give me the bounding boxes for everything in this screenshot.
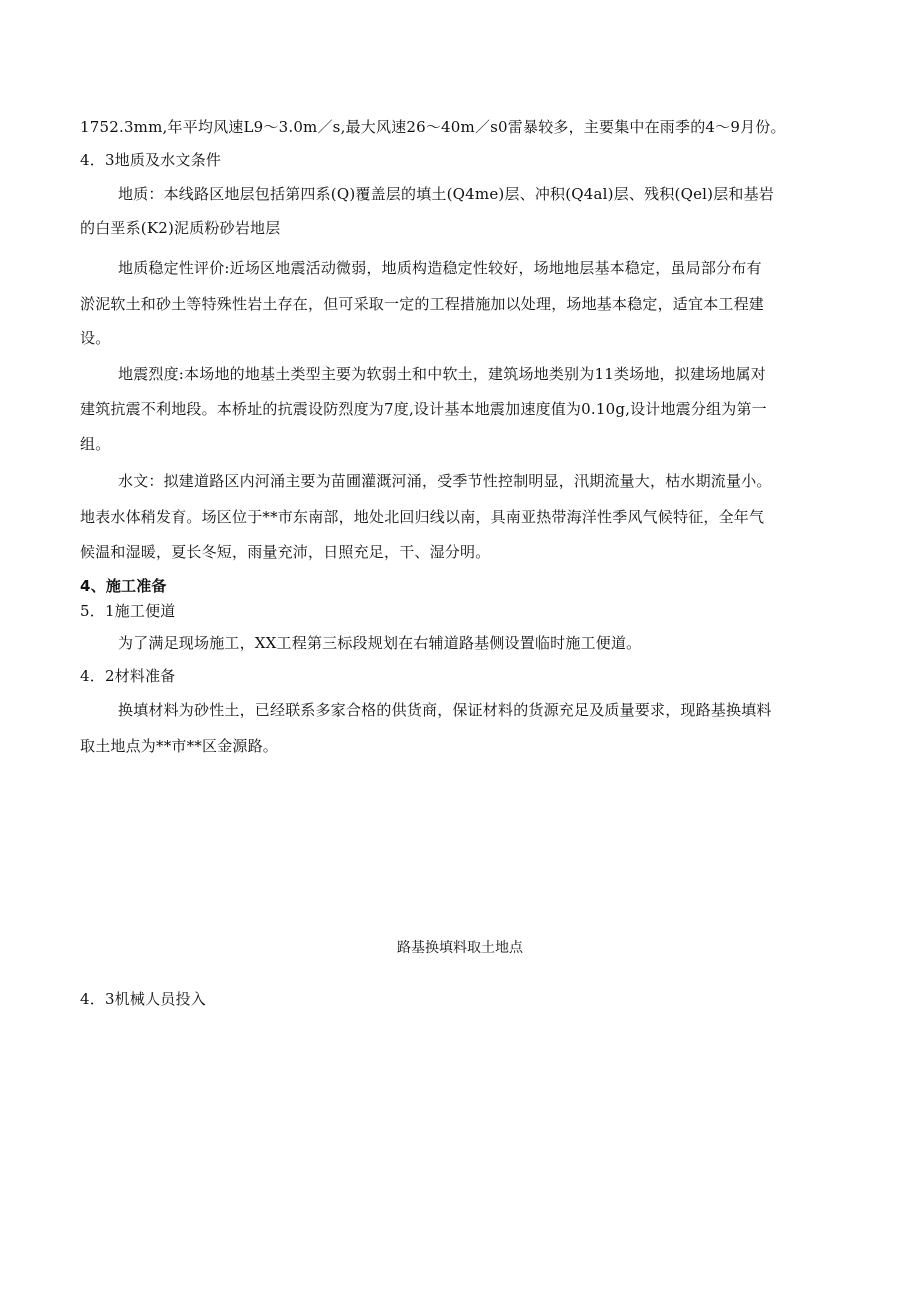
paragraph-stability-line-1: 地质稳定性评价:近场区地震活动微弱，地质构造稳定性较好，场地地层基本稳定，虽局部分布有 xyxy=(118,259,762,277)
paragraph-hydrology-line-3: 候温和湿暖，夏长冬短，雨量充沛，日照充足，干、湿分明。 xyxy=(80,543,491,561)
paragraph-hydrology-line-2: 地表水体稍发育。场区位于**市东南部，地处北回归线以南，具南亚热带海洋性季风气候特征，全年气 xyxy=(80,508,765,526)
paragraph-stability-line-2: 淤泥软土和砂土等特殊性岩土存在，但可采取一定的工程措施加以处理，场地基本稳定，适宜本工程建 xyxy=(80,295,765,313)
paragraph-access-road: 为了满足现场施工，XX工程第三标段规划在右辅道路基侧设置临时施工便道。 xyxy=(118,634,642,652)
section-heading-geology-hydrology: 4．3地质及水文条件 xyxy=(80,151,222,169)
section-heading-construction-preparation: 4、施工准备 xyxy=(80,577,167,595)
paragraph-seismic-line-2: 建筑抗震不利地段。本桥址的抗震设防烈度为7度,设计基本地震加速度值为0.10g,设计地震分组为第一 xyxy=(80,400,767,418)
subsection-heading-access-road: 5．1施工便道 xyxy=(80,602,176,620)
paragraph-geology-line-2: 的白垩系(K2)泥质粉砂岩地层 xyxy=(80,219,281,237)
subsection-heading-machinery-personnel: 4．3机械人员投入 xyxy=(80,990,206,1008)
paragraph-seismic-line-1: 地震烈度:本场地的地基土类型主要为软弱土和中软土，建筑场地类别为11类场地，拟建场地属对 xyxy=(118,365,766,383)
paragraph-seismic-line-3: 组。 xyxy=(80,435,111,453)
paragraph-geology-line-1: 地质：本线路区地层包括第四系(Q)覆盖层的填土(Q4me)层、冲积(Q4al)层、残积(Qel)层和基岩 xyxy=(118,185,775,203)
paragraph-climate-continued: 1752.3mm,年平均风速L9～3.0m／s,最大风速26～40m／s0雷暴较多，主要集中在雨季的4～9月份。 xyxy=(80,118,786,136)
figure-caption: 路基换填料取土地点 xyxy=(397,940,523,956)
paragraph-stability-line-3: 设。 xyxy=(80,329,111,347)
subsection-heading-materials: 4．2材料准备 xyxy=(80,667,176,685)
paragraph-hydrology-line-1: 水文：拟建道路区内河涌主要为苗圃灌溉河涌，受季节性控制明显，汛期流量大，枯水期流量小。 xyxy=(118,472,772,490)
paragraph-materials-line-2: 取土地点为**市**区金源路。 xyxy=(80,737,279,755)
paragraph-materials-line-1: 换填材料为砂性土，已经联系多家合格的供货商，保证材料的货源充足及质量要求，现路基换填料 xyxy=(118,701,772,719)
